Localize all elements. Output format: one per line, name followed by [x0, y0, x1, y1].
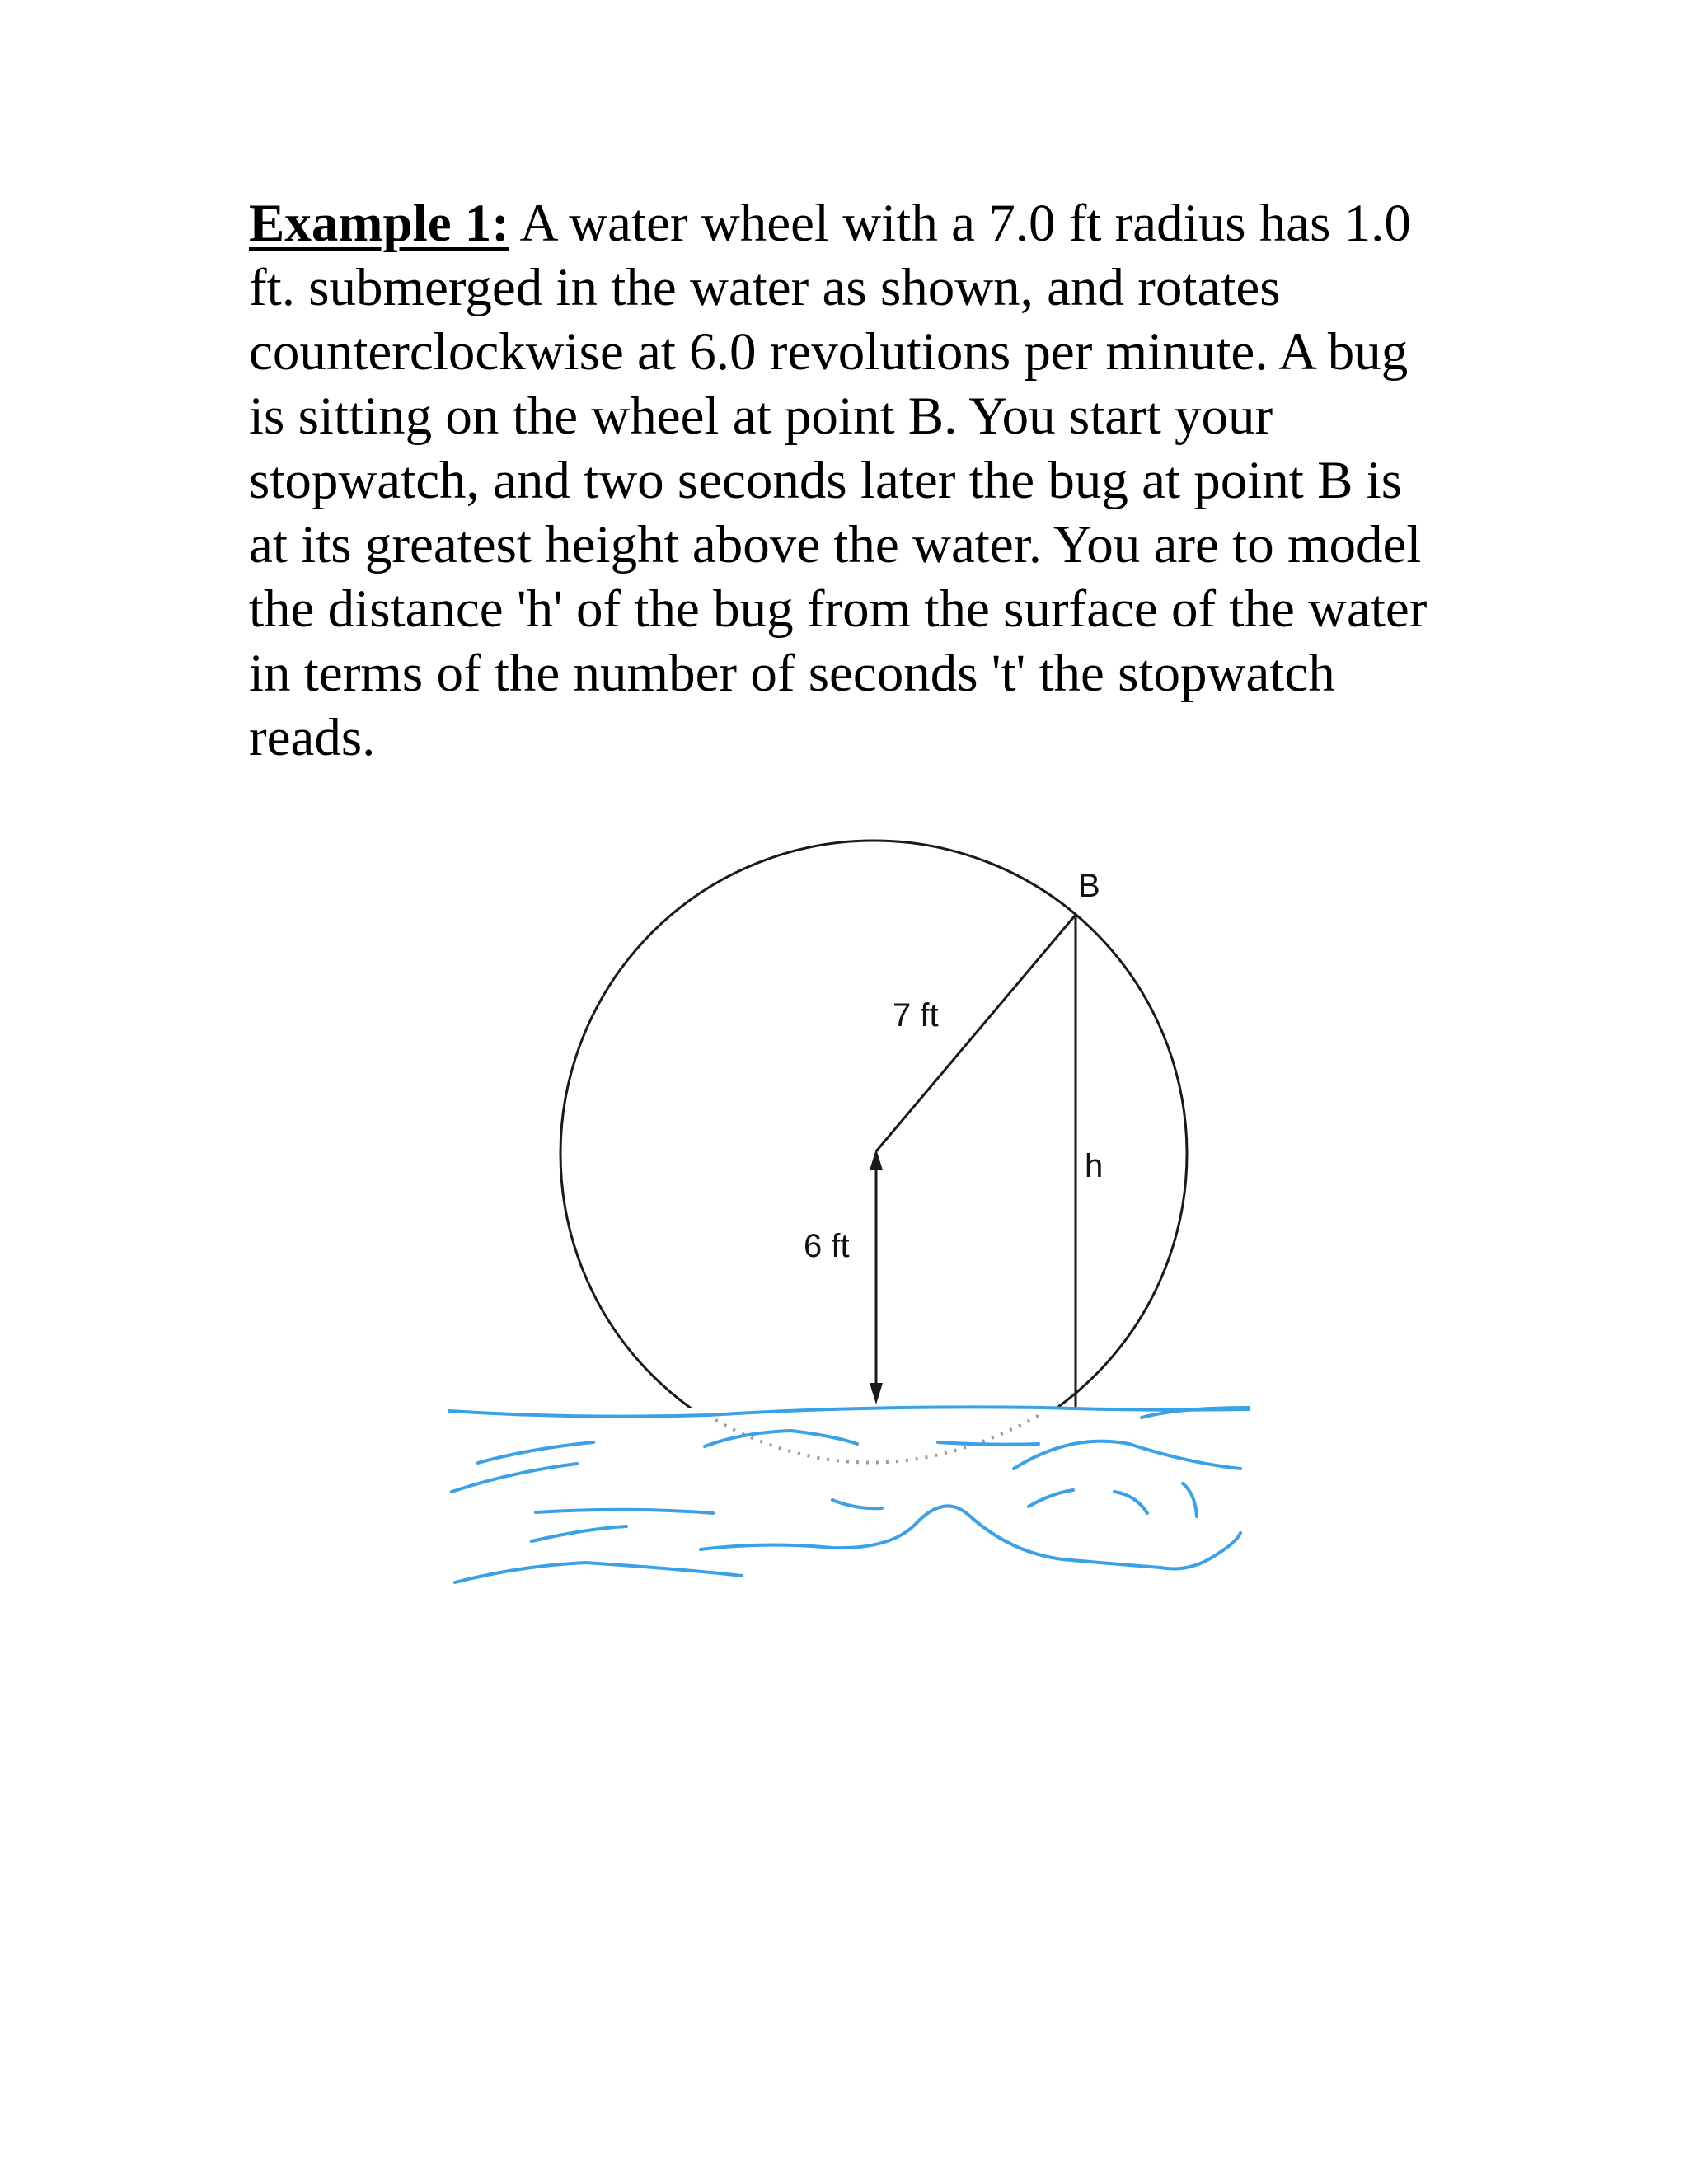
wave-line	[1114, 1492, 1147, 1513]
wave-line	[1014, 1441, 1240, 1469]
wave-line	[478, 1442, 593, 1463]
height-label: h	[1085, 1148, 1104, 1184]
wave-line	[705, 1431, 857, 1446]
point-b-label: B	[1078, 868, 1100, 904]
problem-text: A water wheel with a 7.0 ft radius has 1.0 ft. submerged in the water as shown, and rotates counterclockwise at 6.0 revolutions per minute. A bug is sitting on the wheel at point B. You start your stopwatch, and two seconds later the bug at point B is at its greatest height above the water. You are to model the distance 'h' of the bug from the surface of the water in terms of the number of seconds 't' the stopwatch reads.	[249, 194, 1428, 767]
wave-line	[452, 1464, 577, 1492]
submerged-arc	[715, 1413, 1043, 1463]
wave-line	[701, 1506, 1240, 1568]
arrow-head-up	[870, 1149, 883, 1170]
wave-line	[1183, 1483, 1197, 1516]
wave-line	[1029, 1490, 1073, 1507]
center-height-label: 6 ft	[804, 1228, 850, 1264]
wave-line	[938, 1442, 1039, 1445]
wave-line	[455, 1563, 742, 1582]
example-heading: Example 1:	[249, 194, 509, 253]
wave-line	[536, 1510, 713, 1513]
water-waves	[449, 1407, 1249, 1582]
wave-line	[532, 1526, 626, 1541]
wave-line	[832, 1500, 882, 1508]
radius-label: 7 ft	[893, 997, 939, 1033]
water-surface	[449, 1407, 1249, 1416]
arrow-head-down	[870, 1383, 883, 1404]
